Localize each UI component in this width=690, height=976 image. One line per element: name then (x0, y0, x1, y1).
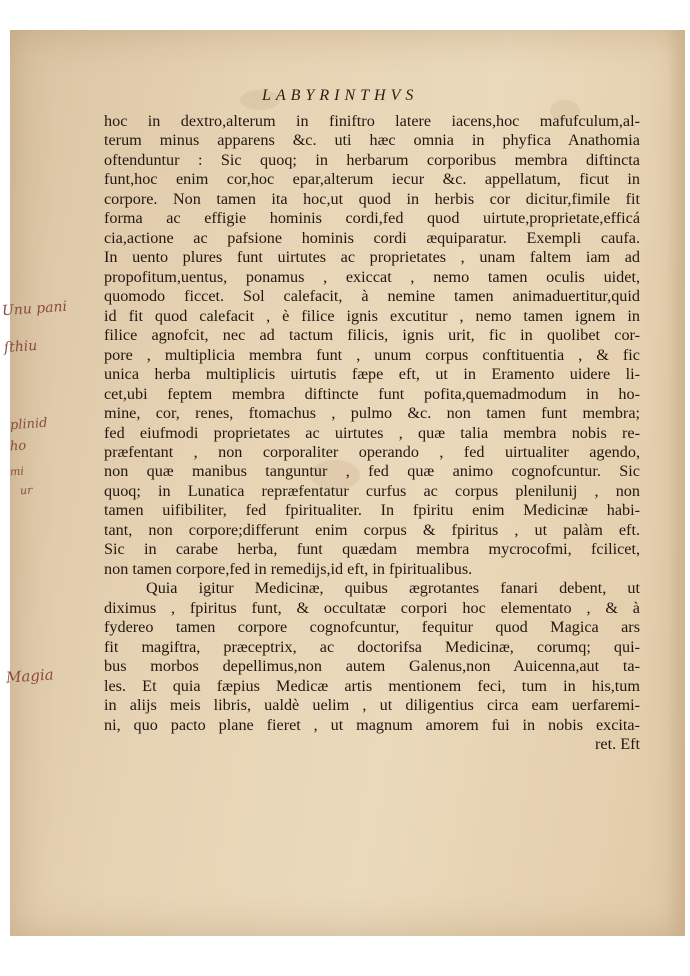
margin-note: ur (19, 483, 33, 498)
text-line: les. Et quia fæpius Medicæ artis mentionem feci, tum in his,tum (104, 676, 640, 695)
text-line: funt,hoc enim cor,hoc epar,alterum iecur &c. appellatum, ficut in (104, 170, 640, 189)
text-line: hoc in dextro,alterum in finiftro latere iacens,hoc mafufculum,al- (104, 112, 640, 130)
text-line: cet,ubi feptem membra diftincte funt pofita,quemadmodum in ho- (104, 384, 640, 403)
text-line: propofitum,uentus, ponamus , exiccat , nemo tamen oculis uidet, (104, 267, 640, 286)
margin-note: plinid (9, 415, 48, 434)
margin-note: Magia (5, 665, 55, 687)
text-line: mine, cor, renes, ftomachus , pulmo &c. non tamen funt membra; (104, 404, 640, 423)
text-line: Sic in carabe herba, funt quædam membra mycrocofmi, fcilicet, (104, 540, 640, 559)
text-line: forma ac effigie hominis cordi,fed quod uirtute,proprietate,efficá (104, 209, 640, 228)
text-line: præfentant , non corporaliter operando , fed uirtualiter agendo, (104, 442, 640, 461)
text-line: filice agnofcit, nec ad tactum filicis, ignis urit, fic in quolibet cor- (104, 326, 640, 345)
text-line: tant, non corpore;differunt enim corpus & fpiritus , ut palàm eft. (104, 520, 640, 539)
text-line: tamen uifibiliter, fed fpiritualiter. In fpiritu enim Medicinæ habi- (104, 501, 640, 520)
catchword-line: ret. Eft (595, 735, 640, 753)
text-line: diximus , fpiritus funt, & occultatæ corpori hoc elementato , & à (104, 598, 640, 617)
margin-note: ſthiu (3, 337, 38, 357)
text-line: fit magiftra, præceptrix, ac doctorifsa Medicinæ, corumq; qui- (104, 637, 640, 656)
text-line: quoq; in Lunatica repræfentatur curfus ac corpus plenilunij , non (104, 481, 640, 500)
text-line: terum minus apparens &c. uti hæc omnia in phyfica Anathomia (104, 131, 640, 150)
text-line: cia,actione ac pafsione hominis cordi æquiparatur. Exempli caufa. (104, 228, 640, 247)
text-line: pore , multiplicia membra funt , unum corpus conftituentia , & fic (104, 345, 640, 364)
main-text-block (104, 112, 640, 754)
text-line: non tamen corpore,fed in remedijs,id eft, in fpiritualibus. (104, 559, 473, 578)
text-line: in alijs meis libris, ualdè uelim , ut diligentius circa eam uerfaremi- (104, 696, 640, 715)
text-line: corpore. Non tamen ita hoc,ut quod in herbis cor dicitur,fimile fit (104, 189, 640, 208)
text-line: quomodo ficcet. Sol calefacit, à nemine tamen animaduertitur,quid (104, 287, 640, 306)
text-line: In uento plures funt uirtutes ac proprietates , unam faltem iam ad (104, 248, 640, 267)
text-line: id fit quod calefacit , è filice ignis excutitur , nemo tamen ignem in (104, 306, 640, 325)
text-line: Quia igitur Medicinæ, quibus ægrotantes fanari debent, ut (146, 579, 640, 598)
text-line: ni, quo pacto plane fieret , ut magnum amorem fui in nobis excita- (104, 715, 640, 734)
text-line: non quæ manibus tanguntur , fed quæ animo cognofcuntur. Sic (104, 462, 640, 481)
margin-note: ho (9, 438, 27, 455)
running-head: LABYRINTHVS (262, 87, 419, 104)
text-line: oftenduntur : Sic quoq; in herbarum corporibus membra diftincta (104, 150, 640, 169)
text-line: fed eiufmodi proprietates ac uirtutes , quæ talia membra nobis re- (104, 423, 640, 442)
margin-note: mi (9, 464, 25, 479)
text-line: unica herba multiplicis uirtutis fæpe eft, ut in Eramento uidere li- (104, 365, 640, 384)
margin-note: Unu pani (1, 298, 68, 320)
text-line: fydereo tamen corpore cognofcuntur, fequitur quod Magica ars (104, 618, 640, 637)
text-line: bus morbos depellimus,non autem Galenus,non Auicenna,aut ta- (104, 657, 640, 676)
